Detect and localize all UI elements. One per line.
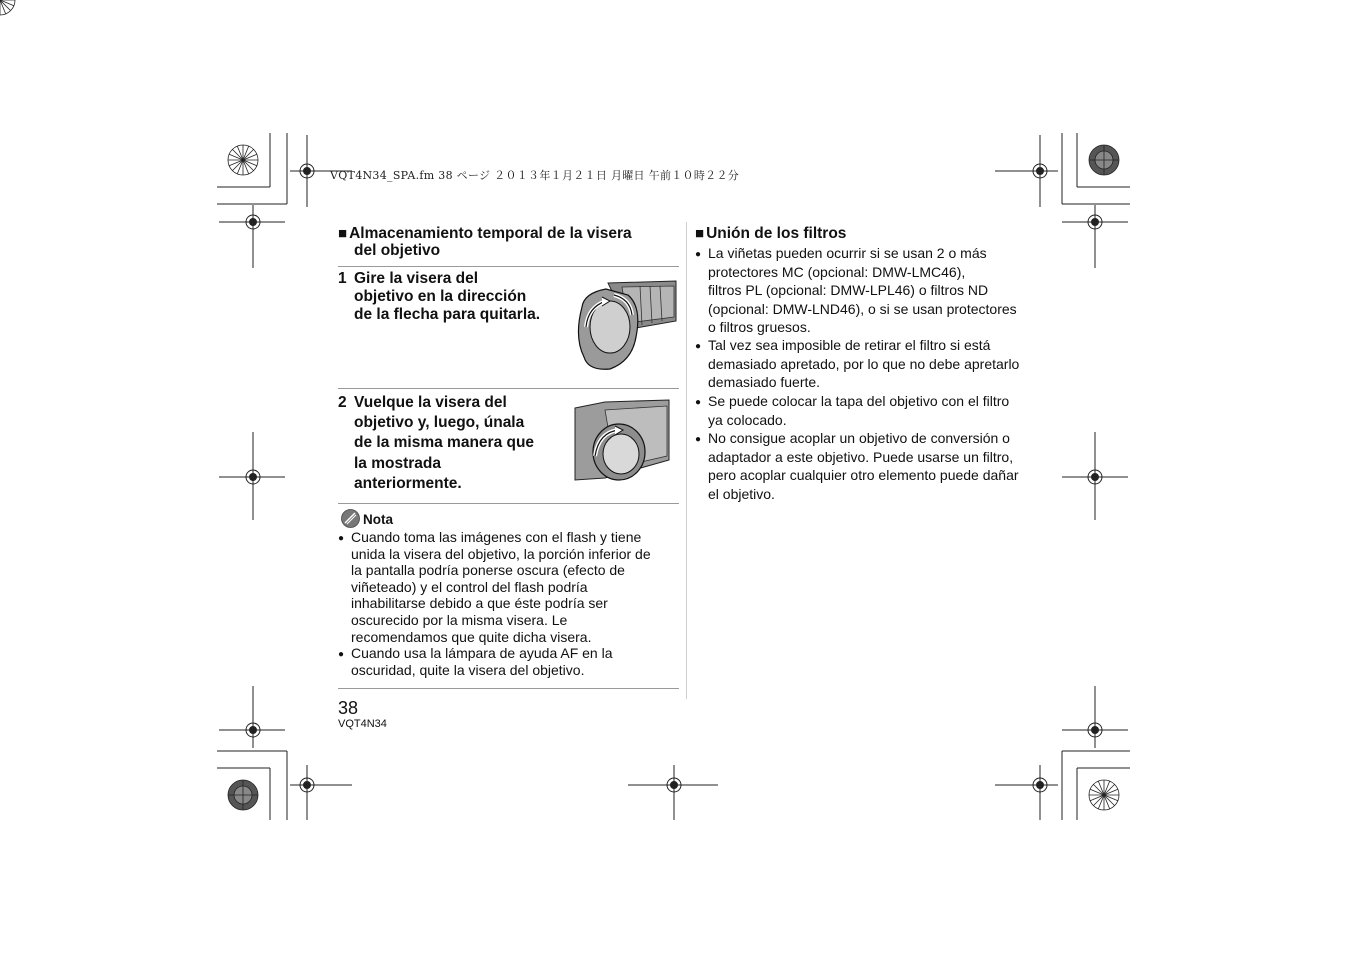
section-title-line1: Almacenamiento temporal de la visera — [349, 225, 632, 242]
divider-rule — [338, 688, 679, 689]
step-2 — [338, 393, 568, 493]
bullet-icon: ● — [338, 649, 345, 660]
step-number: 1 — [338, 270, 347, 287]
section-title-filters: ■ Unión de los filtros — [695, 225, 847, 242]
bullet-icon: ● — [695, 249, 702, 260]
bullet-icon: ● — [695, 341, 702, 352]
bullet-text: La viñetas pueden ocurrir si se usan 2 o más protectores MC (opcional: DMW-LMC46), filtros PL (opcional: DMW-LPL46) o filtros ND (opcional: DMW-LND46), o si se usan protectores o filtros gruesos. — [708, 245, 1017, 335]
filters-bullet-3 — [695, 392, 1040, 430]
page-number: 38 — [338, 698, 359, 718]
bullet-text: Se puede colocar la tapa del objetivo con el filtro ya colocado. — [708, 393, 1010, 428]
bullet-icon: ● — [695, 397, 702, 408]
bullet-text: Cuando usa la lámpara de ayuda AF en la oscuridad, quite la visera del objetivo. — [351, 645, 613, 678]
divider-rule — [338, 388, 679, 389]
bullet-icon: ● — [338, 533, 345, 544]
square-icon: ■ — [338, 225, 348, 242]
column-divider — [686, 222, 687, 699]
filters-bullet-1 — [695, 244, 1040, 338]
note-bullet-1 — [338, 529, 678, 647]
note-bullet-2 — [338, 645, 678, 681]
step-1 — [338, 270, 568, 340]
divider-rule — [338, 503, 679, 504]
section-title-lens-hood — [338, 225, 678, 259]
note-icon — [341, 509, 360, 528]
section-title-line2: del objetivo — [354, 242, 441, 259]
bullet-text: Tal vez sea imposible de retirar el filtro si está demasiado apretado, por lo que no debe apretarlo demasiado fuerte. — [708, 337, 1020, 390]
square-icon: ■ — [695, 225, 705, 242]
step-text: Gire la visera del objetivo en la dirección de la flecha para quitarla. — [354, 270, 541, 323]
step-number: 2 — [338, 394, 347, 411]
lens-hood-reversed-illustration — [575, 398, 671, 484]
divider-rule — [338, 266, 679, 267]
document-code: VQT4N34 — [338, 718, 387, 730]
bullet-icon: ● — [695, 434, 702, 445]
bullet-text: Cuando toma las imágenes con el flash y tiene unida la visera del objetivo, la porción inferior de la pantalla podría ponerse oscura (efecto de viñeteado) y el control del flash podría inhabilitarse debido a que éste podría ser oscurecido por la misma visera. Le recomendamos que quite dicha visera. — [351, 529, 651, 645]
step-text: Vuelque la visera del objetivo y, luego, únala de la misma manera que la mostrada anteriormente. — [354, 394, 535, 492]
file-info-header: VQT4N34_SPA.fm 38 ページ ２０１３年１月２１日 月曜日 午前１０時２２分 — [330, 169, 740, 182]
note-label: Nota — [363, 512, 393, 527]
bullet-text: No consigue acoplar un objetivo de conversión o adaptador a este objetivo. Puede usarse un filtro, pero acoplar cualquier otro elemento puede dañar el objetivo. — [708, 430, 1019, 502]
filters-bullet-4 — [695, 429, 1040, 505]
filters-bullet-2 — [695, 336, 1040, 392]
lens-hood-removal-illustration — [570, 277, 678, 371]
